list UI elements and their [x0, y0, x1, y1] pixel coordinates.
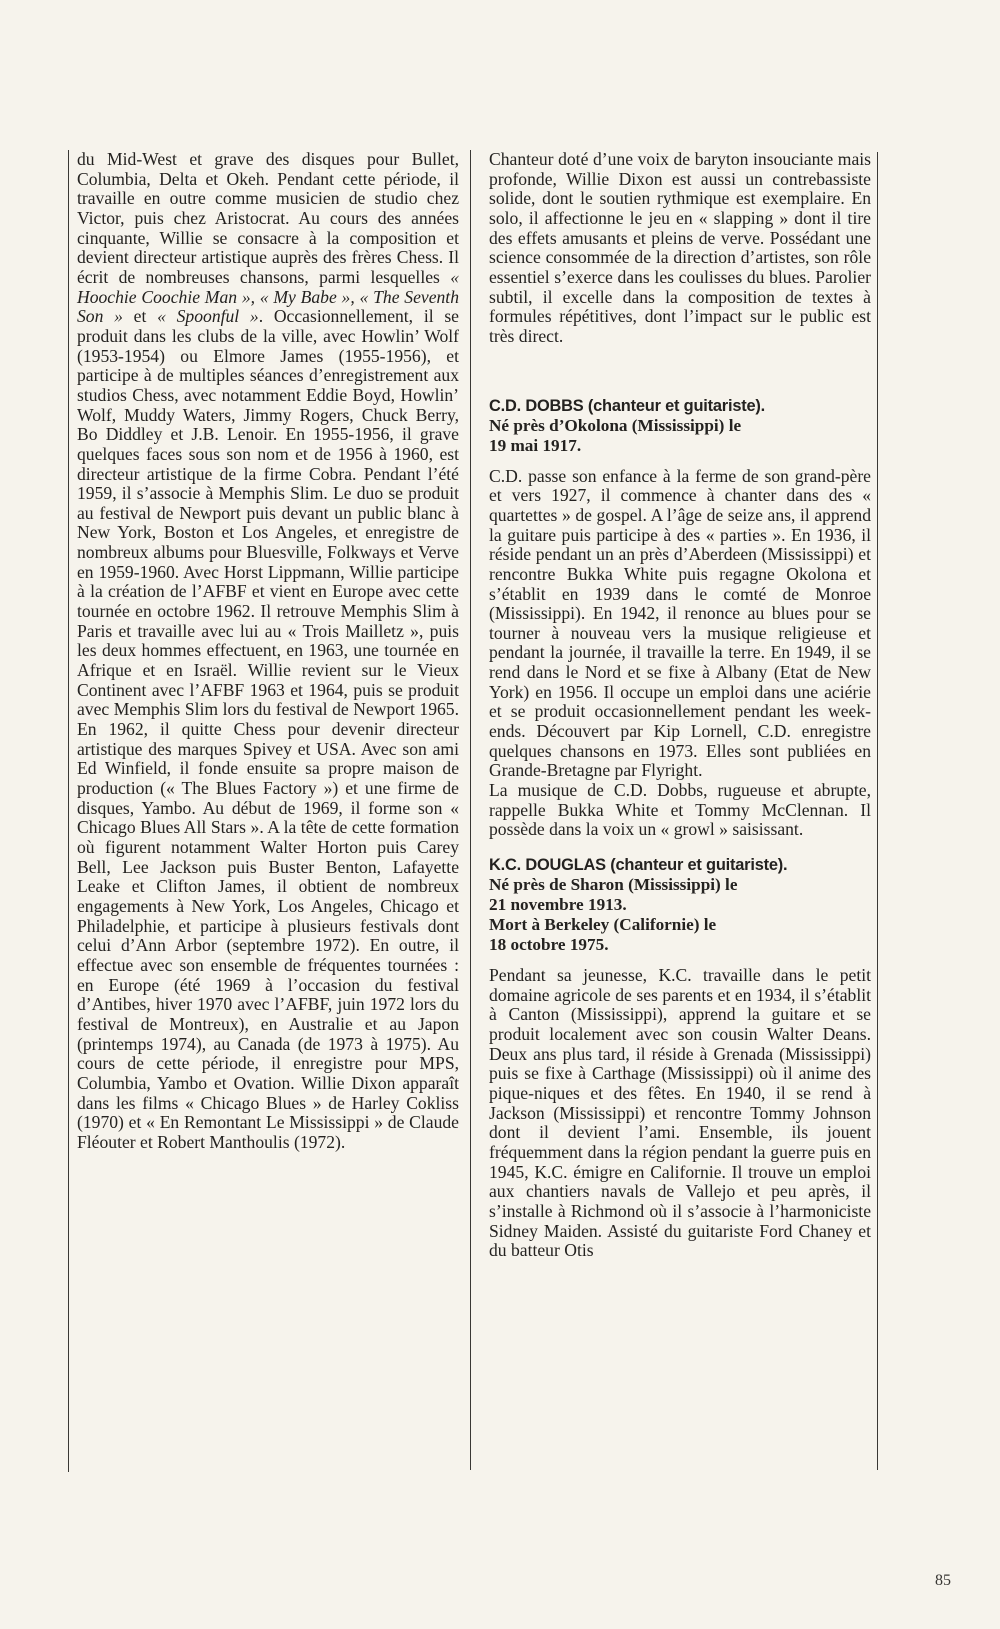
page-number: 85	[935, 1572, 951, 1589]
artist-name: C.D. DOBBS	[489, 396, 584, 415]
entry-paragraph: C.D. passe son enfance à la ferme de son grand-père et vers 1927, il commence à chanter dans des « quartettes » de gospel. A l’âge de seize ans, il apprend la guitare puis participe à des « parties ». En 1936, il réside pendant un an près d’Aberdeen (Mississippi) et rencontre Bukka White puis regagne Okolona et s’établit en 1939 dans le comté de Monroe (Mississippi). En 1942, il renonce au blues pour se tourner à nouveau vers la musique religieuse et pendant la journée, il travaille la terre. En 1949, il se rend dans le Nord et se fixe à Albany (Etat de New York) en 1956. Il occupe un emploi dans une aciérie et se produit occasionnellement pendant les week-ends. Découvert par Kip Lornell, C.D. enregistre quelques chansons en 1973. Elles sont publiées en Grande-Bretagne par Flyright.	[489, 465, 871, 781]
artist-name: K.C. DOUGLAS	[489, 856, 606, 875]
entry-kc-douglas	[489, 854, 871, 1261]
left-column-rule	[68, 150, 69, 1472]
birth-place: Né près d’Okolona (Mississippi) le	[489, 415, 742, 435]
song-titles-italic: « Hoochie Coochie Man », « My Babe », « The Seventh Son »	[77, 266, 459, 327]
body-text: et	[122, 306, 158, 327]
artist-role: (chanteur et guitariste).	[583, 396, 766, 415]
death-place: Mort à Berkeley (Californie) le	[489, 915, 717, 935]
artist-role: (chanteur et guitariste).	[605, 856, 788, 875]
willie-dixon-assessment: Chanteur doté d’une voix de baryton insouciante mais profonde, Willie Dixon est aussi un contrebassiste solide, dont le soutien rythmique est exemplaire. En solo, il affectionne le jeu en « slapping » dont il tire des effets amusants et pleins de verve. Possédant une science consommée de la direction d’artistes, son rôle essentiel s’exerce dans les coulisses du blues. Parolier subtil, il excelle dans la composition de textes à formules répétitives, dont l’impact sur le public est très direct.	[489, 149, 871, 346]
body-text: du Mid-West et grave des disques pour Bullet, Columbia, Delta et Okeh. Pendant cette période, il travaille en outre comme musicien de studio chez Victor, puis chez Aristocrat. Au cours des années cinquante, Willie se consacre à la composition et devient directeur artistique auprès des frères Chess. Il écrit de nombreuses chansons, parmi lesquelles	[77, 149, 459, 287]
left-column	[77, 150, 459, 1152]
willie-dixon-biography-continued	[77, 150, 459, 1152]
birth-date: 19 mai 1917.	[489, 435, 582, 455]
birth-place: Né près de Sharon (Mississippi) le	[489, 875, 738, 895]
right-column	[489, 150, 871, 1261]
entry-cd-dobbs	[489, 395, 871, 840]
entry-heading	[489, 854, 871, 955]
right-column-rule	[877, 152, 878, 1470]
death-date: 18 octobre 1975.	[489, 935, 609, 955]
column-divider-rule	[470, 150, 471, 1470]
entry-paragraph: Pendant sa jeunesse, K.C. travaille dans le petit domaine agricole de ses parents et en 1934, il s’établit à Canton (Mississippi), apprend la guitare et se produit localement avec son cousin Walter Deans. Deux ans plus tard, il réside à Grenada (Mississippi) puis se fixe à Carthage (Mississippi) où il anime des pique-niques et des fêtes. En 1940, il se rend à Jackson (Mississippi) et rencontre Tommy Johnson dont il devient l’ami. Ensemble, ils jouent fréquemment dans la région pendant la guerre puis en 1945, K.C. émigre en Californie. Il trouve un emploi aux chantiers navals de Vallejo et peu après, il s’installe à Richmond où il s’associe à l’harmoniciste Sidney Maiden. Assisté du guitariste Ford Chaney et du batteur Otis	[489, 965, 871, 1261]
song-title-italic: « Spoonful »	[157, 306, 259, 327]
body-text: . Occasionnellement, il se produit dans les clubs de la ville, avec Howlin’ Wolf (1953-1954) ou Elmore James (1955-1956), et participe à de multiples séances d’enregistrement aux studios Chess, avec notamment Eddie Boyd, Howlin’ Wolf, Muddy Waters, Jimmy Rogers, Chuck Berry, Bo Diddley et J.B. Lenoir. En 1955-1956, il grave quelques faces sous son nom et de 1956 à 1960, est directeur artistique de la firme Cobra. Pendant l’été 1959, il s’associe à Memphis Slim. Le duo se produit au festival de Newport puis devant un public blanc à New York, Boston et Los Angeles, et enregistre de nombreux albums pour Bluesville, Folkways et Verve en 1959-1960. Avec Horst Lippmann, Willie participe à la création de l’AFBF et vient en Europe avec cette tournée en octobre 1962. Il retrouve Memphis Slim à Paris et travaille avec lui au « Trois Mailletz », puis les deux hommes effectuent, en 1963, une tournée en Afrique et en Israël. Willie revient sur le Vieux Continent avec l’AFBF 1963 et 1964, puis se produit avec Memphis Slim lors du festival de Newport 1965. En 1962, il quitte Chess pour devenir directeur artistique des marques Spivey et USA. Avec son ami Ed Winfield, il fonde ensuite sa propre maison de production (« The Blues Factory ») et une firme de disques, Yambo. Au début de 1969, il forme son « Chicago Blues All Stars ». A la tête de cette formation où figurent notamment Walter Horton puis Carey Bell, Lee Jackson puis Buster Benton, Lafayette Leake et Clifton James, il obtient de nombreux engagements à New York, Los Angeles, Chicago et Philadelphie, et participe à plusieurs festivals dont celui d’Ann Arbor (septembre 1972). En outre, il effectue avec son ensemble de fréquentes tournées : en Europe (été 1969 à l’occasion du festival d’Antibes, hiver 1970 avec l’AFBF, juin 1972 lors du festival de Montreux), en Australie et au Japon (printemps 1974), au Canada (de 1973 à 1975). Au cours de cette période, il enregistre pour MPS, Columbia, Yambo et Ovation. Willie Dixon apparaît dans les films « Chicago Blues » de Harley Cokliss (1970) et « En Remontant Le Mississippi » de Claude Fléouter et Robert Manthoulis (1972).	[77, 306, 459, 1152]
entry-heading	[489, 395, 871, 456]
birth-date: 21 novembre 1913.	[489, 895, 627, 915]
entry-paragraph: La musique de C.D. Dobbs, rugueuse et abrupte, rappelle Bukka White et Tommy McClennan. Il possède dans la voix un « growl » saisissant.	[489, 780, 871, 840]
